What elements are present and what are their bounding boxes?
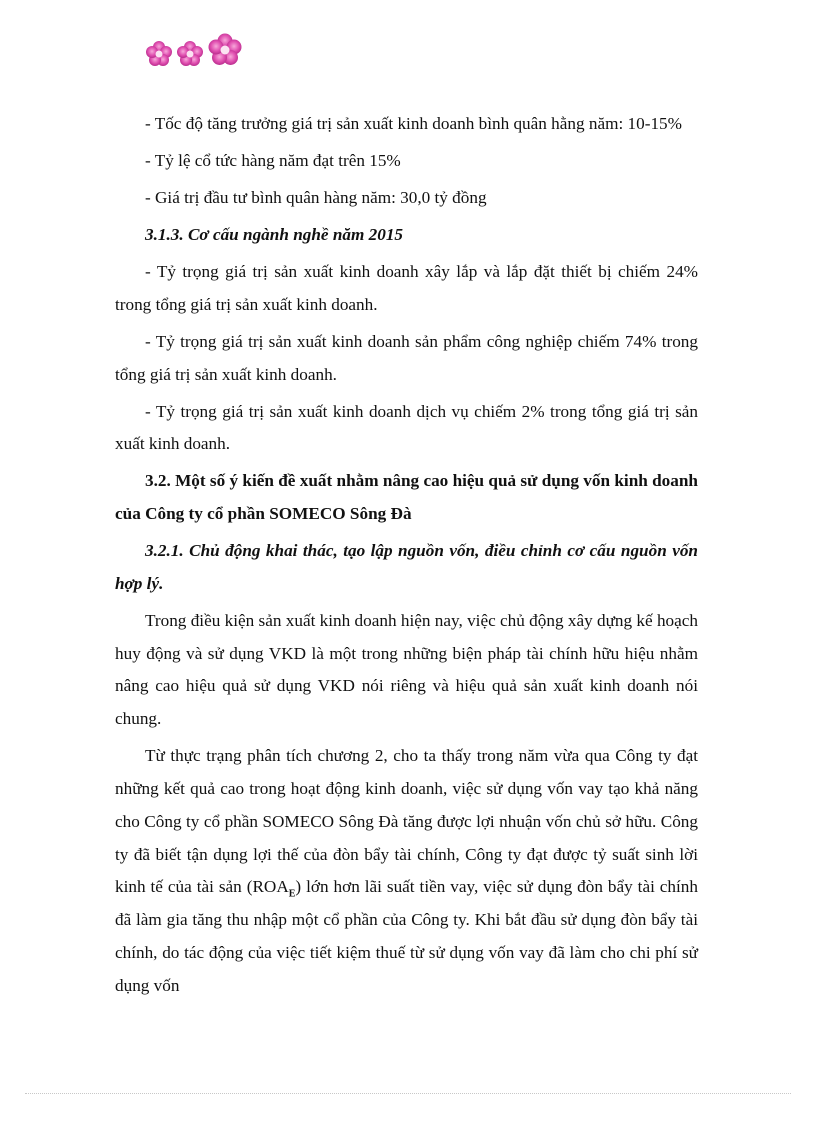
body-paragraph <box>115 740 698 1002</box>
section-heading-3-2: 3.2. Một số ý kiến đề xuất nhằm nâng cao hiệu quả sử dụng vốn kinh doanh của Công ty cổ phần SOMECO Sông Đà <box>115 471 698 524</box>
section-heading-3-2-1: 3.2.1. Chủ động khai thác, tạo lập nguồn vốn, điều chỉnh cơ cấu nguồn vốn hợp lý. <box>115 541 698 593</box>
bullet-item: - Tỷ trọng giá trị sản xuất kinh doanh xây lắp và lắp đặt thiết bị chiếm 24% trong tổng giá trị sản xuất kinh doanh. <box>115 261 698 314</box>
document-body <box>115 108 698 1007</box>
paragraph-text: Từ thực trạng phân tích chương 2, cho ta thấy trong năm vừa qua Công ty đạt những kết quả cao trong hoạt động kinh doanh, việc sử dụng vốn vay tạo khả năng cho Công ty cổ phần SOMECO Sông Đà tăng được lợi nhuận vốn chủ sở hữu. Công ty đã biết tận dụng lợi thế của đòn bẩy tài chính, Công ty đạt được tỷ suất sinh lời kinh tế của tài sản (ROA <box>115 746 698 897</box>
bullet-item: - Giá trị đầu tư bình quân hàng năm: 30,0 tỷ đồng <box>145 187 487 207</box>
bullet-item: - Tỷ lệ cổ tức hàng năm đạt trên 15% <box>145 150 401 170</box>
roa-subscript: E <box>288 888 296 900</box>
bullet-item: - Tỷ trọng giá trị sản xuất kinh doanh sản phẩm công nghiệp chiếm 74% trong tổng giá trị sản xuất kinh doanh. <box>115 331 698 384</box>
body-paragraph: Trong điều kiện sản xuất kinh doanh hiện nay, việc chủ động xây dựng kế hoạch huy động và sử dụng VKD là một trong những biện pháp tài chính hữu hiệu nhằm nâng cao hiệu quả sử dụng VKD nói riêng và hiệu quả sản xuất kinh doanh nói chung. <box>115 610 698 729</box>
paragraph-text: ) lớn hơn lãi suất tiền vay, việc sử dụng đòn bẩy tài chính đã làm gia tăng thu nhập một cổ phần của Công ty. Khi bắt đầu sử dụng đòn bẩy tài chính, do tác động của việc tiết kiệm thuế từ sử dụng vốn vay đã làm cho chi phí sử dụng vốn <box>115 877 698 995</box>
bullet-item: - Tỷ trọng giá trị sản xuất kinh doanh dịch vụ chiếm 2% trong tổng giá trị sản xuất kinh doanh. <box>115 401 698 454</box>
section-heading-3-1-3: 3.1.3. Cơ cấu ngành nghề năm 2015 <box>145 224 404 244</box>
pink-flowers-icon <box>143 33 247 69</box>
footer-divider <box>25 1093 791 1094</box>
bullet-item: - Tốc độ tăng trưởng giá trị sản xuất kinh doanh bình quân hằng năm: 10-15% <box>145 114 682 133</box>
